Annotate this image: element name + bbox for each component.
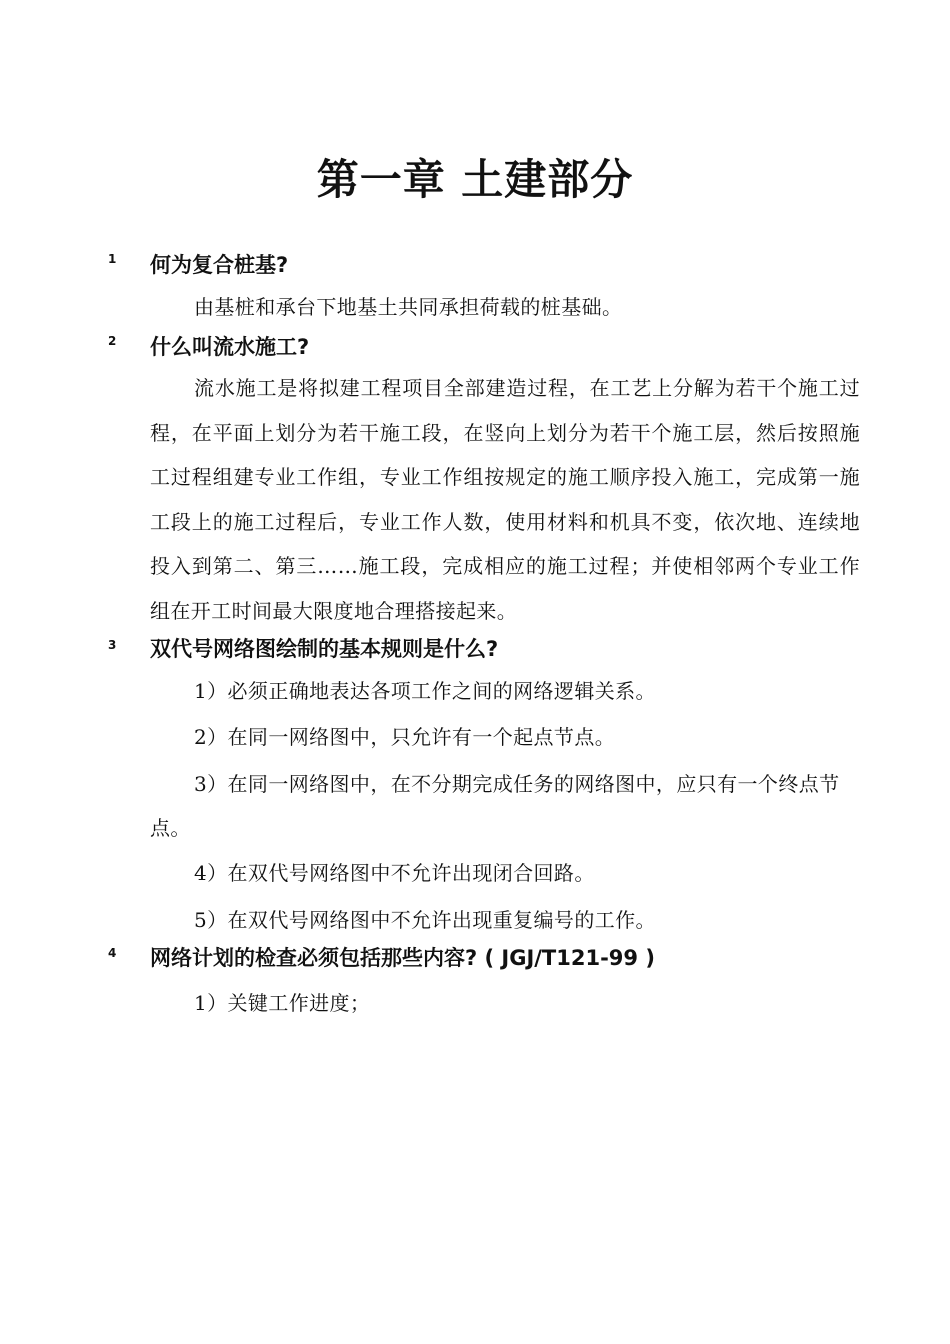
question-number: 3: [108, 638, 117, 652]
question-heading: 什么叫流水施工?: [150, 335, 310, 359]
question-number: 2: [108, 334, 117, 348]
question-heading: 何为复合桩基?: [150, 253, 289, 277]
rule-item: 1）必须正确地表达各项工作之间的网络逻辑关系。: [194, 679, 656, 703]
rule-item: 3）在同一网络图中，在不分期完成任务的网络图中，应只有一个终点节点。: [150, 772, 840, 840]
chapter-title: 第一章 土建部分: [316, 155, 634, 204]
rule-item: 4）在双代号网络图中不允许出现闭合回路。: [194, 861, 595, 885]
question-number: 4: [108, 946, 117, 960]
answer-paragraph: 流水施工是将拟建工程项目全部建造过程，在工艺上分解为若干个施工过程，在平面上划分为若干施工段，在竖向上划分为若干个施工层，然后按照施工过程组建专业工作组，专业工作组按规定的施工顺序投入施工，完成第一施工段上的施工过程后，专业工作人数，使用材料和机具不变，依次地、连续地投入到第二、第三……施工段，完成相应的施工过程；并使相邻两个专业工作组在开工时间最大限度地合理搭接起来。: [150, 376, 860, 623]
rule-item: 2）在同一网络图中，只允许有一个起点节点。: [194, 725, 616, 749]
answer-text: 由基桩和承台下地基土共同承担荷载的桩基础。: [194, 295, 623, 319]
rule-item: 5）在双代号网络图中不允许出现重复编号的工作。: [194, 908, 656, 932]
question-heading: 双代号网络图绘制的基本规则是什么?: [150, 637, 499, 661]
question-heading: 网络计划的检查必须包括那些内容? ( JGJ/T121-99 ): [150, 946, 655, 970]
check-item: 1）关键工作进度；: [194, 991, 371, 1015]
question-number: 1: [108, 252, 117, 266]
